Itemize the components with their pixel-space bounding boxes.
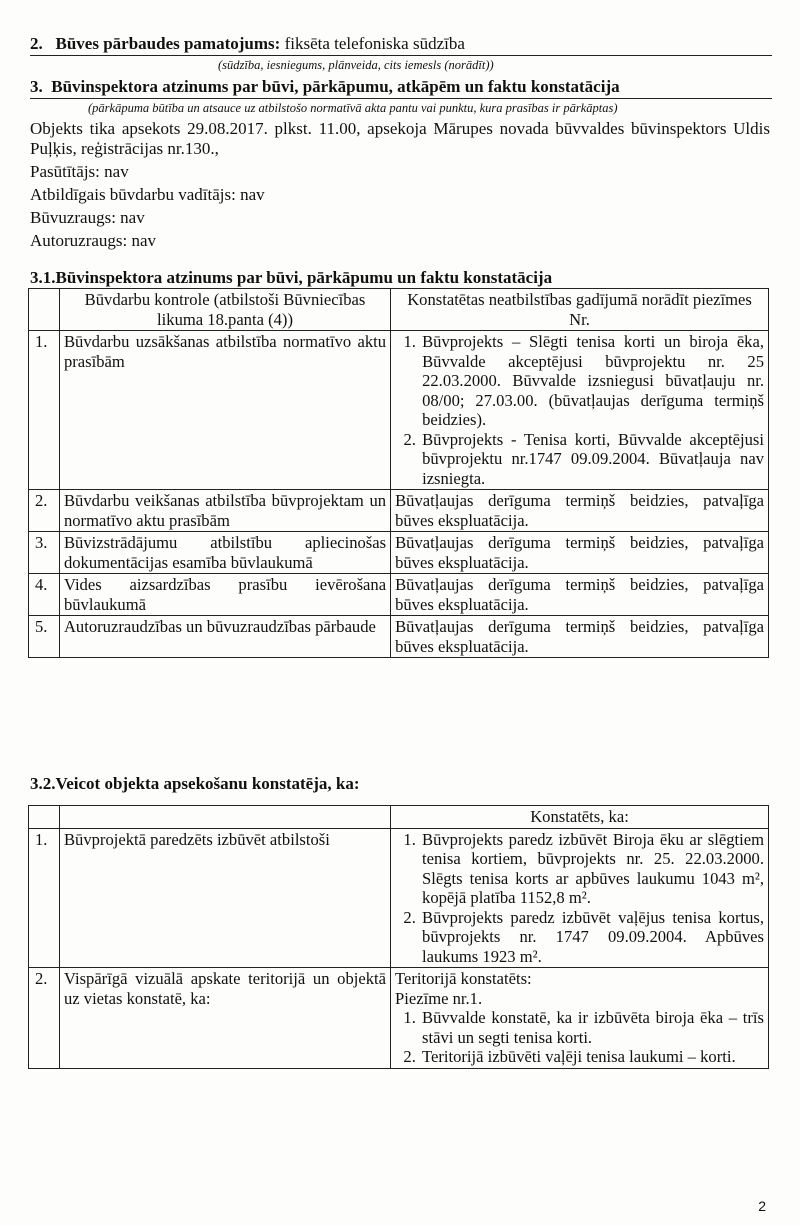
list-item: 2. Būvprojekts - Tenisa korti, Būvvalde akceptējusi būvprojektu nr.1747 09.09.2004. Būvatļauja nav izsniegta. (420, 430, 764, 489)
list-item: 1. Būvvalde konstatē, ka ir izbūvēta biroja ēka – trīs stāvi un segti tenisa korti. (420, 1008, 764, 1047)
table-row (29, 574, 769, 616)
page-number: 2 (758, 1198, 766, 1214)
row-left-cell: Autoruzraudzības un būvuzraudzības pārbaude (59, 616, 390, 658)
list-item: 2. Būvprojekts paredz izbūvēt vaļējus tenisa kortus, būvprojekts nr. 1747 09.09.2004. Apbūves laukums 1923 m². (420, 908, 764, 967)
table-row (29, 828, 769, 968)
row-left-cell: Vispārīgā vizuālā apskate teritorijā un objektā uz vietas konstatē, ka: (59, 968, 390, 1069)
row-right-cell (391, 968, 769, 1069)
section-3-2-heading: 3.2.Veicot objekta apsekošanu konstatēja, ka: (30, 774, 360, 793)
section-3-title: Būvinspektora atzinums par būvi, pārkāpumu, atkāpēm un faktu konstatācija (51, 77, 620, 96)
section-2-title: Būves pārbaudes pamatojums: (55, 34, 281, 53)
list-item: 1. Būvprojekts – Slēgti tenisa korti un biroja ēka, Būvvalde akceptējusi būvprojektu nr. 25 22.03.2000. Būvvalde izsniegusi būvatļauju nr. 08/00; 27.03.00. (būvatļaujas derīguma termiņš beidzies). (420, 332, 764, 430)
control-table (28, 288, 769, 658)
section-3-number: 3. (30, 77, 43, 96)
table-row (29, 532, 769, 574)
section-3-note: (pārkāpuma būtība un atsauce uz atbilstošo normatīvā akta pantu vai punktu, kura prasības ir pārkāptas) (88, 101, 618, 115)
row-number: 1. (29, 331, 60, 490)
row-right-cell (391, 331, 769, 490)
row-left-cell: Būvizstrādājumu atbilstību apliecinošas dokumentācijas esamība būvlaukumā (59, 532, 390, 574)
row-number: 5. (29, 616, 60, 658)
findings-table-header (29, 806, 769, 829)
row-right-cell (391, 828, 769, 968)
section-2-rule (30, 55, 772, 56)
header-num-cell (29, 289, 60, 331)
section-3-line (30, 77, 772, 97)
row-left-cell: Būvdarbu uzsākšanas atbilstība normatīvo aktu prasībām (59, 331, 390, 490)
row-number: 3. (29, 532, 60, 574)
row-right-cell: Būvatļaujas derīguma termiņš beidzies, patvaļīga būves ekspluatācija. (391, 616, 769, 658)
row-number: 1. (29, 828, 60, 968)
row-left-cell: Būvprojektā paredzēts izbūvēt atbilstoši (59, 828, 390, 968)
territory-findings-title: Teritorijā konstatēts: (395, 969, 532, 988)
findings-table (28, 805, 769, 1069)
author-supervisor-line: Autoruzraugs: nav (30, 231, 157, 250)
header-num-cell (29, 806, 60, 829)
section-2-value: fiksēta telefoniska sūdzība (284, 34, 465, 53)
header-left-cell (59, 806, 390, 829)
row-number: 4. (29, 574, 60, 616)
row-right-cell: Būvatļaujas derīguma termiņš beidzies, patvaļīga būves ekspluatācija. (391, 490, 769, 532)
works-manager-line: Atbildīgais būvdarbu vadītājs: nav (30, 185, 265, 204)
table-row (29, 490, 769, 532)
control-table-header (29, 289, 769, 331)
row-right-cell: Būvatļaujas derīguma termiņš beidzies, patvaļīga būves ekspluatācija. (391, 574, 769, 616)
list-item: 1. Būvprojekts paredz izbūvēt Biroja ēku ar slēgtiem tenisa kortiem, būvprojekts nr. 25. 22.03.2000. Slēgts tenisa korts ar apbūves laukumu 1043 m², kopējā platība 1152,8 m². (420, 830, 764, 908)
table-row (29, 616, 769, 658)
inspection-paragraph: Objekts tika apsekots 29.08.2017. plkst. 11.00, apsekoja Mārupes novada būvvaldes būvinspektors Uldis Puļķis, reģistrācijas nr.130., (30, 119, 770, 158)
section-2-note: (sūdzība, iesniegums, plānveida, cits iemesls (norādīt)) (218, 58, 494, 72)
section-2-number: 2. (30, 34, 43, 53)
header-right-cell: Konstatēts, ka: (391, 806, 769, 829)
supervisor-line: Būvuzraugs: nav (30, 208, 145, 227)
row-number: 2. (29, 968, 60, 1069)
header-right-cell: Konstatētas neatbilstības gadījumā norādīt piezīmes Nr. (391, 289, 769, 331)
row-left-cell: Būvdarbu veikšanas atbilstība būvprojektam un normatīvo aktu prasībām (59, 490, 390, 532)
header-left-cell: Būvdarbu kontrole (atbilstoši Būvniecības likuma 18.panta (4)) (59, 289, 390, 331)
section-2-line (30, 34, 772, 54)
section-3-rule (30, 98, 772, 99)
row-number: 2. (29, 490, 60, 532)
table-row (29, 331, 769, 490)
row-right-cell: Būvatļaujas derīguma termiņš beidzies, patvaļīga būves ekspluatācija. (391, 532, 769, 574)
row-left-cell: Vides aizsardzības prasību ievērošana būvlaukumā (59, 574, 390, 616)
client-line: Pasūtītājs: nav (30, 162, 129, 181)
list-item: 2. Teritorijā izbūvēti vaļēji tenisa laukumi – korti. (420, 1047, 764, 1067)
section-3-1-heading: 3.1.Būvinspektora atzinums par būvi, pārkāpumu un faktu konstatācija (30, 268, 553, 287)
note-number: Piezīme nr.1. (395, 988, 483, 1008)
table-row (29, 968, 769, 1069)
